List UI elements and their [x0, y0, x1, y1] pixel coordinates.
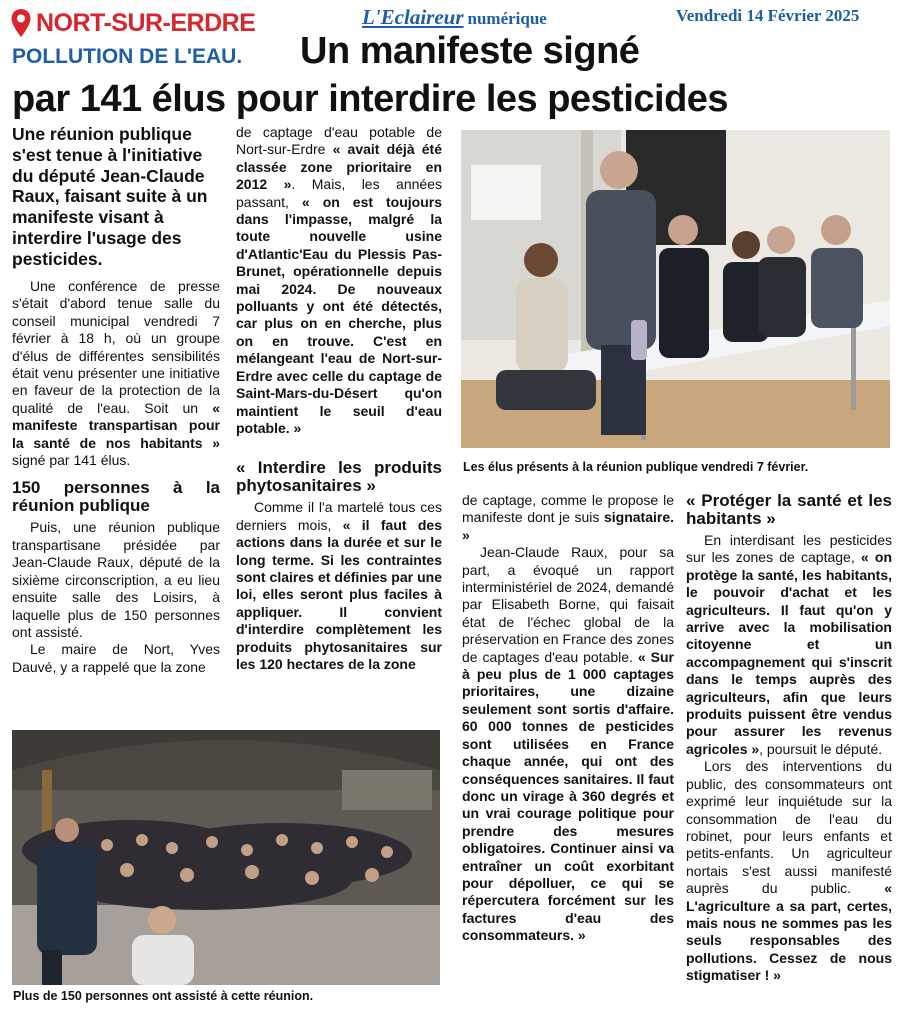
text-run: Une conférence de presse s'était d'abord tenue salle du conseil municipal vendredi 7 février à 18 h, où un groupe d'élus de différentes sensibilités était venu présenter une initiative en faveur de la protection de la qualité de l'eau. Soit un — [12, 278, 220, 416]
article-column-3 — [462, 492, 674, 945]
headline-title-line1: Un manifeste signé — [300, 30, 640, 72]
paragraph — [236, 124, 442, 437]
quote: « manifeste transpartisan pour la santé de nos habitants » — [12, 399, 220, 451]
text-run: Jean-Claude Raux, pour sa part, a évoqué un rapport interministériel de 2024, demandé par Elisabeth Borne, qui faisait état de l'échec global de la préservation en France des zones de captages d'eau potable. — [462, 544, 674, 665]
paragraph — [686, 532, 892, 758]
subheading: « Interdire les produits phytosanitaires » — [236, 458, 442, 496]
subheading: « Protéger la santé et les habitants » — [686, 491, 892, 528]
quote: signataire. » — [462, 509, 674, 543]
text-run: de captage, comme le propose le manifeste dont je suis — [462, 492, 674, 526]
photo-caption-top: Les élus présents à la réunion publique vendredi 7 février. — [463, 460, 809, 474]
photo-caption-bottom: Plus de 150 personnes ont assisté à cette réunion. — [13, 989, 314, 1003]
quote: « on est toujours dans l'impasse, malgré la toute nouvelle usine d'Atlantic'Eau du Plessis Pas-Brunet, opérationnelle depuis mai 2024. De nouveaux polluants y ont été détectés, car plus on en cherche, plus on en trouve. C'est en mélangeant l'eau de Nort-sur-Erdre avec celle du captage de Saint-Mars-du-Désert qu'on maintient le seuil d'eau potable. » — [236, 193, 442, 436]
paragraph — [236, 499, 442, 673]
article-column-2 — [236, 124, 442, 673]
headline-kicker: POLLUTION DE L'EAU. — [12, 45, 243, 68]
location-label: NORT-SUR-ERDRE — [36, 9, 256, 37]
article-column-4 — [686, 492, 892, 985]
publication-brand: L'Eclaireur — [362, 5, 464, 29]
text-run: Lors des interventions du public, des consommateurs ont exprimé leur inquiétude sur la consommation de l'eau du robinet, pour leurs enfants et petits-enfants. Un agriculteur nortais s'est aussi manifesté auprès du public. — [686, 758, 892, 897]
paragraph — [686, 758, 892, 984]
publication-masthead — [362, 5, 547, 30]
quote: « L'agriculture a sa part, certes, mais nous ne sommes pas les seuls responsables des pollutions. Cessez de nous stigmatiser ! » — [686, 880, 892, 984]
location-pin-icon — [10, 8, 32, 38]
photo-elected-officials — [461, 130, 890, 448]
text-run: signé par 141 élus. — [12, 452, 131, 469]
paragraph: Puis, une réunion publique transpartisane présidée par Jean-Claude Raux, député de la sixième circonscription, a eu lieu ensuite salle des Loisirs, à laquelle plus de 150 personnes ont assisté. — [12, 519, 220, 640]
paragraph — [462, 544, 674, 944]
text-run: de captage d'eau potable de Nort-sur-Erdre — [236, 124, 442, 158]
quote: « avait déjà été classée zone prioritaire en 2012 » — [236, 141, 442, 193]
paragraph: Le maire de Nort, Yves Dauvé, y a rappelé que la zone — [12, 641, 220, 675]
article-lead: Une réunion publique s'est tenue à l'initiative du député Jean-Claude Raux, faisant suite à un manifeste visant à interdire l'usage des pesticides. — [12, 124, 208, 269]
quote: « il faut des actions dans la durée et sur le long terme. Si les contraintes sont claires et définies par une loi, elles seront plus faciles à appliquer. Il convient d'interdire complètement les produits phytosanitaires sur les 120 hectares de la zone — [236, 516, 442, 672]
quote: « Sur à peu plus de 1 000 captages prioritaires, une dizaine seulement sont sortis d'affaire. 60 000 tonnes de pesticides sont utilisées en France chaque année, qui ont des conséquences sanitaires. Il faut donc un virage à 360 degrés et un vrai courage politique pour prendre des mesures obligatoires. Continuer ainsi va entraîner un coût exorbitant pour dépolluer, ce qui se répercutera forcément sur les factures d'eau des consommateurs. » — [462, 648, 674, 944]
text-run: Comme il l'a martelé tous ces derniers mois, — [236, 499, 442, 533]
headline-title-line2: par 141 élus pour interdire les pesticides — [12, 78, 729, 120]
photo-elected-officials-image — [461, 130, 890, 448]
subheading: 150 personnes à la réunion publique — [12, 478, 220, 516]
publication-suffix: numérique — [467, 9, 547, 28]
photo-audience-image — [12, 730, 440, 985]
issue-date: Vendredi 14 Février 2025 — [676, 6, 860, 25]
text-run: En interdisant les pesticides sur les zones de captage, — [686, 532, 892, 566]
article-column-1 — [12, 278, 220, 676]
text-run: , poursuit le député. — [759, 740, 883, 757]
text-run: . Mais, les années passant, — [236, 176, 442, 210]
paragraph — [12, 278, 220, 469]
photo-audience — [12, 730, 440, 985]
paragraph — [462, 492, 674, 544]
quote: « on protège la santé, les habitants, le pouvoir d'achat et les agriculteurs. Il faut qu'on y arrive avec la mobilisation citoyenne et un accompagnement qui s'inscrit dans le temps auprès des agriculteurs, afin que leurs produits puissent être vendus pour assurer les revenus agricoles » — [686, 549, 892, 757]
